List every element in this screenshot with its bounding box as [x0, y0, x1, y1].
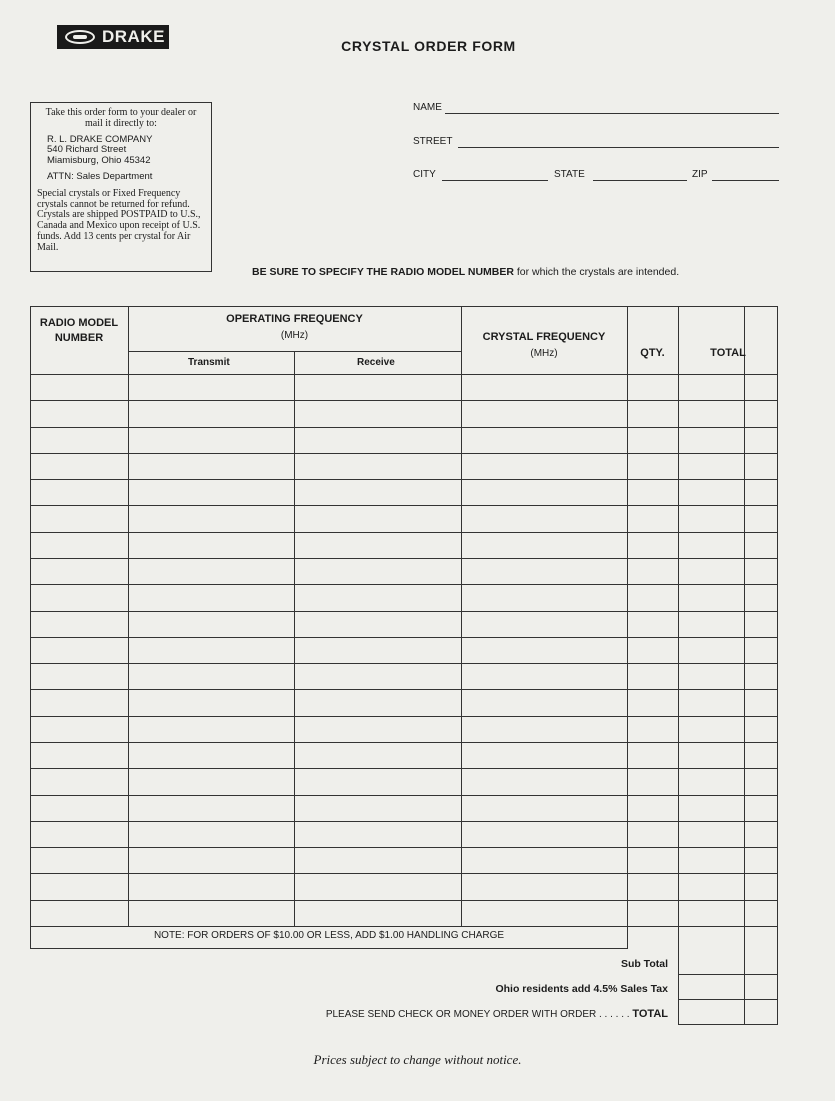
zip-field[interactable]: [712, 170, 779, 181]
city-field[interactable]: [442, 170, 548, 181]
payment-line: [200, 1008, 668, 1020]
page-title: CRYSTAL ORDER FORM: [341, 38, 516, 54]
order-row-divider: [30, 584, 778, 585]
col-transmit: Transmit: [188, 357, 230, 368]
price-disclaimer: Prices subject to change without notice.: [313, 1052, 522, 1067]
street-label: STREET: [413, 136, 453, 147]
handling-charge-note: NOTE: FOR ORDERS OF $10.00 OR LESS, ADD $1.00 HANDLING CHARGE: [153, 930, 505, 941]
col-operating-frequency: OPERATING FREQUENCY: [226, 313, 363, 325]
order-row-divider: [30, 926, 778, 927]
order-row-divider: [30, 558, 778, 559]
subtotal-label: Sub Total: [620, 958, 668, 970]
instruction-emphasis: BE SURE TO SPECIFY THE RADIO MODEL NUMBER: [252, 266, 514, 278]
street-field[interactable]: [458, 137, 779, 148]
order-row-divider: [30, 742, 778, 743]
total-label: TOTAL: [632, 1008, 668, 1020]
col-total: TOTAL: [710, 347, 746, 359]
zip-label: ZIP: [692, 169, 708, 180]
order-row-divider: [30, 505, 778, 506]
col-operating-unit: (MHz): [280, 330, 309, 341]
order-table: [30, 306, 778, 949]
state-label: STATE: [554, 169, 585, 180]
mailing-info-box: [30, 102, 212, 272]
order-row-divider: [30, 768, 778, 769]
order-row-divider: [30, 663, 778, 664]
order-row-divider: [30, 900, 778, 901]
company-city: Miamisburg, Ohio 45342: [47, 154, 151, 166]
col-qty: QTY.: [640, 347, 665, 359]
order-row-divider: [30, 479, 778, 480]
company-street: 540 Richard Street: [47, 144, 127, 156]
col-crystal-unit: (MHz): [530, 348, 558, 359]
company-name: R. L. DRAKE COMPANY: [47, 133, 153, 145]
order-row-divider: [30, 532, 778, 533]
order-row-divider: [30, 716, 778, 717]
state-field[interactable]: [593, 170, 687, 181]
order-row-divider: [30, 611, 778, 612]
col-radio-model: RADIO MODEL NUMBER: [39, 317, 119, 344]
sales-tax-label: Ohio residents add 4.5% Sales Tax: [495, 983, 668, 995]
col-receive: Receive: [357, 357, 395, 368]
order-row-divider: [30, 453, 778, 454]
mailing-intro: Take this order form to your dealer or mail it directly to:: [45, 107, 197, 129]
order-row-divider: [30, 427, 778, 428]
order-row-divider: [30, 400, 778, 401]
attn-line: ATTN: Sales Department: [47, 171, 153, 183]
model-number-instruction: [252, 266, 679, 278]
col-crystal-frequency: CRYSTAL FREQUENCY: [482, 331, 606, 343]
name-field[interactable]: [445, 103, 779, 114]
order-row-divider: [30, 821, 778, 822]
brand-name: DRAKE: [102, 27, 165, 46]
order-row-divider: [30, 795, 778, 796]
name-label: NAME: [413, 102, 442, 113]
order-row-divider: [30, 689, 778, 690]
order-row-divider: [30, 847, 778, 848]
policy-note: Special crystals or Fixed Frequency crystals cannot be returned for refund. Crystals are shipped POSTPAID to U.S., Canada and Mexico upon receipt of U.S. funds. Add 13 cents per crystal for Air Mail.: [37, 187, 201, 253]
mailing-address: [47, 135, 205, 167]
instruction-rest: for which the crystals are intended.: [516, 266, 680, 278]
payment-instruction: PLEASE SEND CHECK OR MONEY ORDER WITH ORDER . . . . . .: [325, 1009, 630, 1020]
order-row-divider: [30, 637, 778, 638]
city-label: CITY: [413, 169, 436, 180]
order-row-divider: [30, 873, 778, 874]
